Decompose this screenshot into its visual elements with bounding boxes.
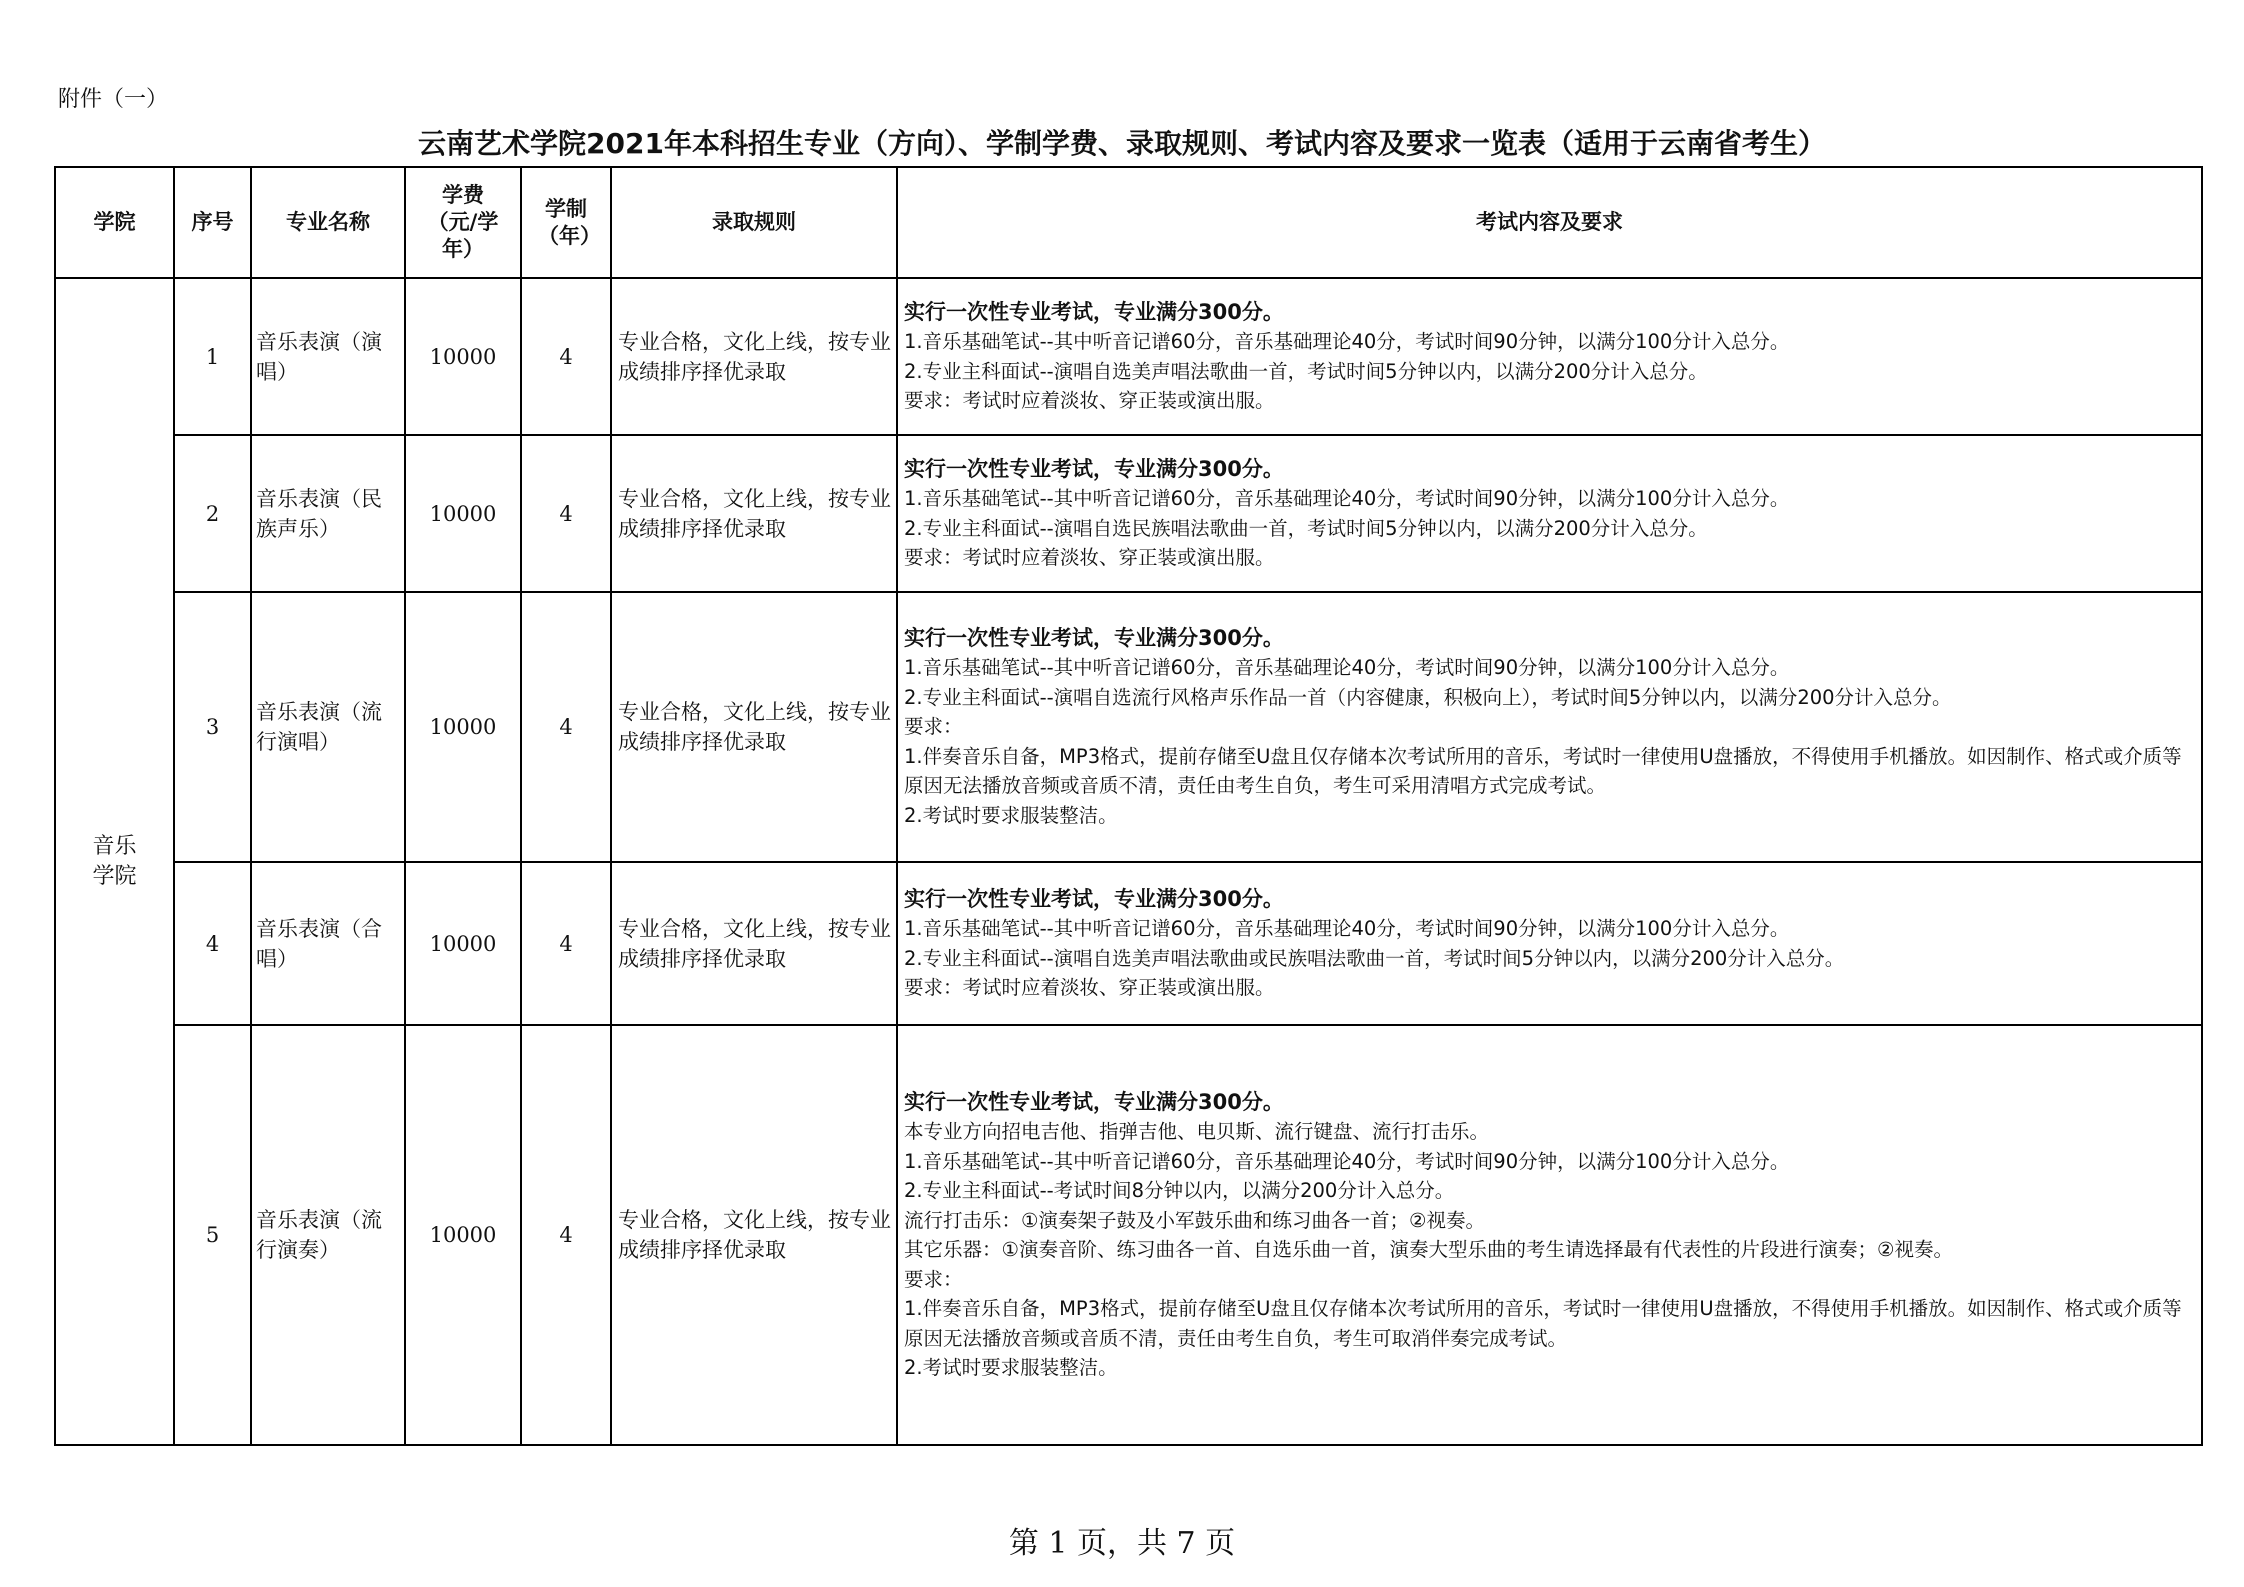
row-number: 3 (174, 592, 251, 862)
exam-requirements (897, 278, 2202, 435)
exam-line: 2.专业主科面试--演唱自选美声唱法歌曲或民族唱法歌曲一首，考试时间5分钟以内，以满分200分计入总分。 (904, 946, 1845, 970)
row-number: 4 (174, 862, 251, 1025)
exam-heading: 实行一次性专业考试，专业满分300分。 (904, 625, 1284, 650)
tuition-fee: 10000 (405, 592, 521, 862)
exam-requirements (897, 435, 2202, 592)
tuition-fee: 10000 (405, 278, 521, 435)
table-row (55, 435, 2202, 592)
major-name: 音乐表演（流行演奏） (251, 1025, 405, 1445)
exam-line: 2.考试时要求服装整洁。 (904, 803, 1118, 827)
exam-line: 要求： (904, 715, 963, 739)
page-footer: 第 1 页，共 7 页 (1008, 1526, 1236, 1561)
study-years: 4 (521, 435, 611, 592)
header-years: 学制（年） (521, 167, 611, 278)
exam-line: 要求：考试时应着淡妆、穿正装或演出服。 (904, 389, 1275, 412)
college-cell (55, 278, 174, 1445)
study-years: 4 (521, 278, 611, 435)
admission-rule: 专业合格，文化上线，按专业成绩排序择优录取 (611, 592, 897, 862)
exam-requirements (897, 1025, 2202, 1445)
header-no: 序号 (174, 167, 251, 278)
exam-line: 本专业方向招电吉他、指弹吉他、电贝斯、流行键盘、流行打击乐。 (904, 1120, 1490, 1143)
exam-line: 2.专业主科面试--演唱自选民族唱法歌曲一首，考试时间5分钟以内，以满分200分计入总分。 (904, 516, 1708, 540)
admission-rule: 专业合格，文化上线，按专业成绩排序择优录取 (611, 435, 897, 592)
exam-heading: 实行一次性专业考试，专业满分300分。 (904, 1089, 1284, 1114)
exam-heading: 实行一次性专业考试，专业满分300分。 (904, 456, 1284, 481)
exam-line: 要求： (904, 1267, 963, 1291)
exam-requirements (897, 592, 2202, 862)
college-name: 音乐学院 (92, 833, 137, 889)
header-college: 学院 (55, 167, 174, 278)
exam-line: 2.考试时要求服装整洁。 (904, 1356, 1118, 1379)
exam-line: 1.音乐基础笔试--其中听音记谱60分，音乐基础理论40分，考试时间90分钟，以满分100分计入总分。 (904, 330, 1790, 353)
major-name: 音乐表演（演唱） (251, 278, 405, 435)
major-name: 音乐表演（民族声乐） (251, 435, 405, 592)
row-number: 1 (174, 278, 251, 435)
row-number: 2 (174, 435, 251, 592)
table-row (55, 592, 2202, 862)
admission-table (54, 166, 2203, 1446)
table-row (55, 1025, 2202, 1445)
table-row (55, 278, 2202, 435)
header-major: 专业名称 (251, 167, 405, 278)
tuition-fee: 10000 (405, 435, 521, 592)
page-title: 云南艺术学院2021年本科招生专业（方向）、学制学费、录取规则、考试内容及要求一览表（适用于云南省考生） (418, 127, 1826, 160)
major-name: 音乐表演（合唱） (251, 862, 405, 1025)
header-exam: 考试内容及要求 (897, 167, 2202, 278)
admission-rule: 专业合格，文化上线，按专业成绩排序择优录取 (611, 1025, 897, 1445)
exam-line: 2.专业主科面试--考试时间8分钟以内，以满分200分计入总分。 (904, 1179, 1455, 1202)
table-header-row (55, 167, 2202, 278)
tuition-fee: 10000 (405, 1025, 521, 1445)
exam-requirements (897, 862, 2202, 1025)
exam-line: 要求：考试时应着淡妆、穿正装或演出服。 (904, 976, 1275, 999)
attachment-label: 附件（一） (58, 87, 169, 112)
exam-line: 1.伴奏音乐自备，MP3格式，提前存储至U盘且仅存储本次考试所用的音乐，考试时一律使用U盘播放，不得使用手机播放。如因制作、格式或介质等原因无法播放音频或音质不清，责任由考生自负，考生可取消伴奏完成考试。 (904, 1297, 2182, 1350)
exam-line: 1.伴奏音乐自备，MP3格式，提前存储至U盘且仅存储本次考试所用的音乐，考试时一律使用U盘播放，不得使用手机播放。如因制作、格式或介质等原因无法播放音频或音质不清，责任由考生自负，考生可采用清唱方式完成考试。 (904, 744, 2182, 798)
exam-line: 1.音乐基础笔试--其中听音记谱60分，音乐基础理论40分，考试时间90分钟，以满分100分计入总分。 (904, 656, 1790, 680)
exam-line: 1.音乐基础笔试--其中听音记谱60分，音乐基础理论40分，考试时间90分钟，以满分100分计入总分。 (904, 487, 1790, 510)
exam-line: 2.专业主科面试--演唱自选流行风格声乐作品一首（内容健康，积极向上），考试时间5分钟以内，以满分200分计入总分。 (904, 685, 1952, 709)
tuition-fee: 10000 (405, 862, 521, 1025)
header-fee: 学费（元/学年） (405, 167, 521, 278)
major-name: 音乐表演（流行演唱） (251, 592, 405, 862)
header-rule: 录取规则 (611, 167, 897, 278)
admission-rule: 专业合格，文化上线，按专业成绩排序择优录取 (611, 278, 897, 435)
exam-line: 1.音乐基础笔试--其中听音记谱60分，音乐基础理论40分，考试时间90分钟，以满分100分计入总分。 (904, 917, 1790, 940)
admission-rule: 专业合格，文化上线，按专业成绩排序择优录取 (611, 862, 897, 1025)
row-number: 5 (174, 1025, 251, 1445)
study-years: 4 (521, 592, 611, 862)
exam-line: 流行打击乐：①演奏架子鼓及小军鼓乐曲和练习曲各一首；②视奏。 (904, 1208, 1485, 1232)
table-row (55, 862, 2202, 1025)
study-years: 4 (521, 862, 611, 1025)
exam-line: 要求：考试时应着淡妆、穿正装或演出服。 (904, 546, 1275, 569)
exam-heading: 实行一次性专业考试，专业满分300分。 (904, 886, 1284, 911)
exam-line: 其它乐器：①演奏音阶、练习曲各一首、自选乐曲一首，演奏大型乐曲的考生请选择最有代表性的片段进行演奏；②视奏。 (904, 1238, 1953, 1261)
study-years: 4 (521, 1025, 611, 1445)
exam-line: 2.专业主科面试--演唱自选美声唱法歌曲一首，考试时间5分钟以内，以满分200分计入总分。 (904, 359, 1708, 383)
exam-heading: 实行一次性专业考试，专业满分300分。 (904, 299, 1284, 324)
exam-line: 1.音乐基础笔试--其中听音记谱60分，音乐基础理论40分，考试时间90分钟，以满分100分计入总分。 (904, 1149, 1790, 1173)
